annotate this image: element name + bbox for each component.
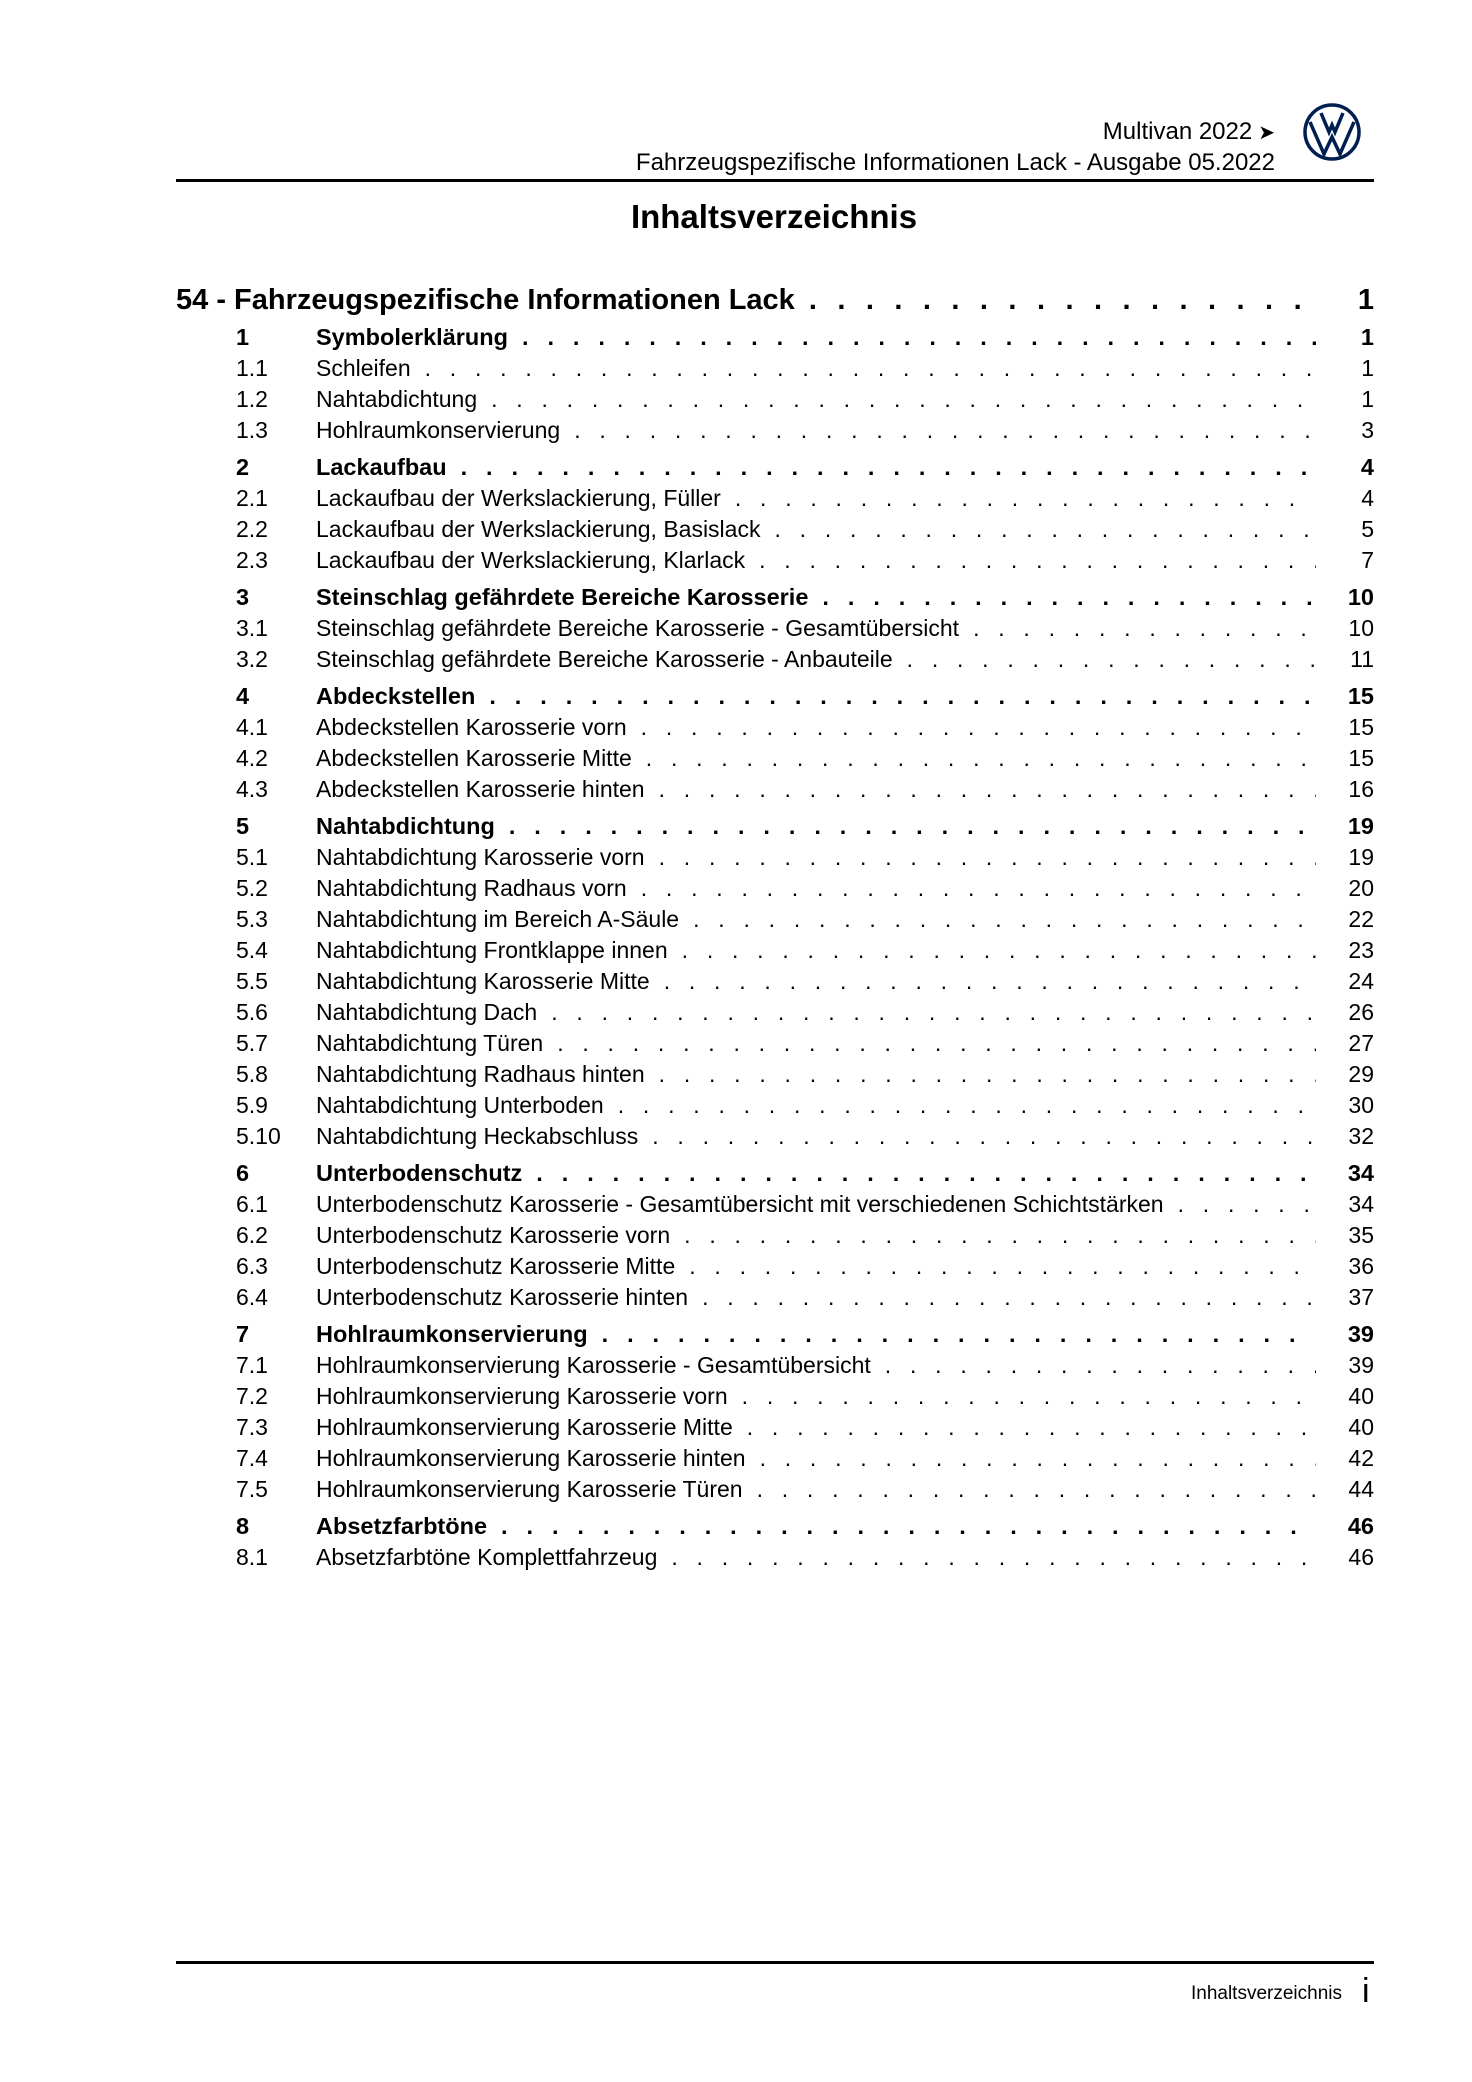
- toc-entry-number: 4.3: [236, 776, 268, 802]
- dot-leader: [574, 415, 1316, 446]
- toc-entry-page: 16: [1348, 776, 1374, 802]
- toc-entry-title: Hohlraumkonservierung: [316, 417, 561, 443]
- toc-entry-page: 39: [1348, 1352, 1374, 1378]
- toc-entry-page: 42: [1348, 1445, 1374, 1471]
- toc-subsection[interactable]: [176, 483, 1374, 514]
- toc-entry-number: 1: [236, 324, 250, 350]
- toc-section[interactable]: [176, 811, 1374, 842]
- toc-entry-number: 7.5: [236, 1476, 268, 1502]
- toc-subsection[interactable]: [176, 1251, 1374, 1282]
- toc-subsection[interactable]: [176, 904, 1374, 935]
- toc-entry-page: 46: [1348, 1544, 1374, 1570]
- toc-entry-title: Steinschlag gefährdete Bereiche Karosserie - Gesamtübersicht: [316, 615, 960, 641]
- toc-entry-title: Unterbodenschutz Karosserie vorn: [316, 1222, 671, 1248]
- dot-leader: [659, 842, 1316, 873]
- dot-leader: [671, 1542, 1316, 1573]
- dot-leader: [809, 280, 1316, 320]
- toc-subsection[interactable]: [176, 353, 1374, 384]
- dot-leader: [551, 997, 1316, 1028]
- toc-entry-number: 5: [236, 813, 250, 839]
- toc-entry-title: Hohlraumkonservierung Karosserie Mitte: [316, 1414, 733, 1440]
- toc-entry-number: 5.2: [236, 875, 268, 901]
- toc-entry-page: 10: [1348, 615, 1374, 641]
- toc-entry-title: Unterbodenschutz: [316, 1160, 523, 1186]
- dot-leader: [522, 322, 1316, 353]
- dot-leader: [659, 1059, 1316, 1090]
- toc-entry-page: 1: [1361, 386, 1374, 412]
- toc-entry-number: 2.2: [236, 516, 268, 542]
- dot-leader: [501, 1511, 1316, 1542]
- toc-section[interactable]: [176, 582, 1374, 613]
- toc-entry-number: 5.5: [236, 968, 268, 994]
- toc-entry-number: 5.7: [236, 1030, 268, 1056]
- toc-entry-title: Nahtabdichtung Radhaus hinten: [316, 1061, 645, 1087]
- toc-entry-number: 7.1: [236, 1352, 268, 1378]
- dot-leader: [760, 1443, 1316, 1474]
- toc-entry-page: 46: [1347, 1513, 1374, 1539]
- toc-entry-number: 6.4: [236, 1284, 268, 1310]
- toc-entry-title: Lackaufbau: [316, 454, 447, 480]
- dot-leader: [774, 514, 1316, 545]
- toc-entry-title: Lackaufbau der Werkslackierung, Klarlack: [316, 547, 746, 573]
- toc-entry-title: Nahtabdichtung Dach: [316, 999, 538, 1025]
- toc-section[interactable]: [176, 1158, 1374, 1189]
- toc-subsection[interactable]: [176, 1090, 1374, 1121]
- toc-subsection[interactable]: [176, 1121, 1374, 1152]
- dot-leader: [641, 712, 1316, 743]
- toc-entry-page: 36: [1348, 1253, 1374, 1279]
- toc-entry-page: 7: [1361, 547, 1374, 573]
- toc-entry-number: 8.1: [236, 1544, 268, 1570]
- toc-entry-page: 23: [1348, 937, 1374, 963]
- footer-page-number: i: [1362, 1972, 1370, 2010]
- vw-logo-icon: [1302, 102, 1362, 162]
- dot-leader: [461, 452, 1316, 483]
- page-title: Inhaltsverzeichnis: [630, 198, 918, 235]
- toc-section[interactable]: [176, 452, 1374, 483]
- toc-entry-title: Symbolerklärung: [316, 324, 508, 350]
- toc-section[interactable]: [176, 1511, 1374, 1542]
- toc-entry-title: Abdeckstellen Karosserie Mitte: [316, 745, 632, 771]
- dot-leader: [659, 774, 1316, 805]
- toc-subsection[interactable]: [176, 966, 1374, 997]
- toc-entry-number: 7.2: [236, 1383, 268, 1409]
- toc-entry-page: 39: [1347, 1321, 1374, 1347]
- toc-entry-title: Nahtabdichtung Unterboden: [316, 1092, 604, 1118]
- toc-entry-page: 44: [1348, 1476, 1374, 1502]
- toc-entry-number: 5.3: [236, 906, 268, 932]
- toc-subsection[interactable]: [176, 774, 1374, 805]
- toc-subsection[interactable]: [176, 1220, 1374, 1251]
- toc-subsection[interactable]: [176, 415, 1374, 446]
- toc-entry-title: Nahtabdichtung im Bereich A-Säule: [316, 906, 680, 932]
- dot-leader: [509, 811, 1316, 842]
- toc-entry-number: 8: [236, 1513, 250, 1539]
- toc-entry-page: 1: [1361, 355, 1374, 381]
- toc-entry-page: 15: [1348, 714, 1374, 740]
- dot-leader: [557, 1028, 1316, 1059]
- dot-leader: [618, 1090, 1316, 1121]
- toc-entry-page: 15: [1348, 745, 1374, 771]
- toc-section[interactable]: [176, 681, 1374, 712]
- toc-section[interactable]: [176, 1319, 1374, 1350]
- toc-entry-title: Abdeckstellen: [316, 683, 476, 709]
- dot-leader: [742, 1381, 1316, 1412]
- toc-entry-title: Nahtabdichtung: [316, 386, 478, 412]
- dot-leader: [602, 1319, 1316, 1350]
- dot-leader: [735, 483, 1316, 514]
- dot-leader: [489, 681, 1316, 712]
- toc-entry-number: 5.1: [236, 844, 268, 870]
- toc-entry-page: 19: [1348, 844, 1374, 870]
- footer-label: Inhaltsverzeichnis: [1190, 1983, 1342, 2004]
- toc-entry-number: 2.1: [236, 485, 268, 511]
- toc-chapter-page: 1: [1357, 284, 1374, 316]
- toc-subsection[interactable]: [176, 1059, 1374, 1090]
- dot-leader: [973, 613, 1316, 644]
- toc-subsection[interactable]: [176, 1443, 1374, 1474]
- dot-leader: [689, 1251, 1316, 1282]
- toc-entry-title: Hohlraumkonservierung Karosserie - Gesamtübersicht: [316, 1352, 871, 1378]
- header-model: [1103, 118, 1275, 146]
- toc-entry-page: 26: [1348, 999, 1374, 1025]
- toc-subsection[interactable]: [176, 743, 1374, 774]
- toc-entry-page: 22: [1348, 906, 1374, 932]
- toc-entry-number: 1.1: [236, 355, 268, 381]
- toc-entry-page: 40: [1348, 1414, 1374, 1440]
- toc-entry-title: Nahtabdichtung Radhaus vorn: [316, 875, 627, 901]
- toc-entry-page: 11: [1350, 646, 1374, 672]
- toc-subsection[interactable]: [176, 1412, 1374, 1443]
- toc-subsection[interactable]: [176, 644, 1374, 675]
- toc-entry-number: 5.10: [236, 1123, 281, 1149]
- toc-entry-page: 40: [1348, 1383, 1374, 1409]
- toc-entry-page: 34: [1347, 1160, 1374, 1186]
- toc-entry-number: 6.2: [236, 1222, 268, 1248]
- toc-entry-title: Hohlraumkonservierung: [316, 1321, 588, 1347]
- toc-entry-number: 6.3: [236, 1253, 268, 1279]
- dot-leader: [652, 1121, 1316, 1152]
- toc-subsection[interactable]: [176, 514, 1374, 545]
- toc-entry-page: 15: [1347, 683, 1374, 709]
- toc-entry-page: 29: [1348, 1061, 1374, 1087]
- dot-leader: [641, 873, 1316, 904]
- footer-divider: [176, 1961, 1374, 1964]
- dot-leader: [536, 1158, 1316, 1189]
- toc-entry-title: Hohlraumkonservierung Karosserie hinten: [316, 1445, 746, 1471]
- toc-subsection[interactable]: [176, 613, 1374, 644]
- toc-entry-title: Unterbodenschutz Karosserie Mitte: [316, 1253, 676, 1279]
- toc-entry-number: 5.8: [236, 1061, 268, 1087]
- toc-entry-number: 2.3: [236, 547, 268, 573]
- dot-leader: [759, 545, 1316, 576]
- arrow-right-icon: ➤: [1258, 122, 1275, 144]
- toc-entry-title: Steinschlag gefährdete Bereiche Karosserie: [316, 584, 809, 610]
- model-text: Multivan 2022: [1102, 118, 1253, 145]
- toc-subsection[interactable]: [176, 1350, 1374, 1381]
- toc-subsection[interactable]: [176, 997, 1374, 1028]
- toc-entry-page: 32: [1348, 1123, 1374, 1149]
- toc-entry-number: 1.3: [236, 417, 268, 443]
- toc-subsection[interactable]: [176, 1542, 1374, 1573]
- toc-entry-title: Hohlraumkonservierung Karosserie Türen: [316, 1476, 743, 1502]
- toc-entry-page: 19: [1347, 813, 1374, 839]
- toc-entry-number: 4.2: [236, 745, 268, 771]
- toc-chapter-title: 54 - Fahrzeugspezifische Informationen Lack: [176, 284, 795, 316]
- toc-subsection[interactable]: [176, 1282, 1374, 1313]
- toc-entry-number: 5.6: [236, 999, 268, 1025]
- toc-entry-title: Nahtabdichtung Heckabschluss: [316, 1123, 639, 1149]
- dot-leader: [664, 966, 1316, 997]
- table-of-contents: [176, 280, 1374, 1573]
- dot-leader: [757, 1474, 1316, 1505]
- toc-entry-number: 2: [236, 454, 250, 480]
- toc-subsection[interactable]: [176, 384, 1374, 415]
- toc-subsection[interactable]: [176, 712, 1374, 743]
- toc-entry-title: Absetzfarbtöne Komplettfahrzeug: [316, 1544, 658, 1570]
- toc-subsection[interactable]: [176, 1474, 1374, 1505]
- dot-leader: [682, 935, 1316, 966]
- dot-leader: [885, 1350, 1316, 1381]
- dot-leader: [747, 1412, 1316, 1443]
- toc-entry-page: 10: [1347, 584, 1374, 610]
- toc-entry-title: Nahtabdichtung Frontklappe innen: [316, 937, 668, 963]
- toc-entry-number: 7: [236, 1321, 250, 1347]
- toc-subsection[interactable]: [176, 1381, 1374, 1412]
- toc-subsection[interactable]: [176, 1189, 1374, 1220]
- toc-entry-title: Abdeckstellen Karosserie hinten: [316, 776, 645, 802]
- dot-leader: [907, 644, 1316, 675]
- toc-entry-page: 35: [1348, 1222, 1374, 1248]
- toc-entry-title: Unterbodenschutz Karosserie - Gesamtübersicht mit verschiedenen Schichtstärken: [316, 1191, 1164, 1217]
- toc-entry-number: 5.9: [236, 1092, 268, 1118]
- toc-entry-number: 6: [236, 1160, 250, 1186]
- toc-subsection[interactable]: [176, 1028, 1374, 1059]
- toc-entry-number: 4: [236, 683, 250, 709]
- toc-entry-number: 5.4: [236, 937, 268, 963]
- toc-entry-page: 5: [1361, 516, 1374, 542]
- dot-leader: [702, 1282, 1316, 1313]
- dot-leader: [693, 904, 1316, 935]
- toc-entry-number: 1.2: [236, 386, 268, 412]
- dot-leader: [425, 353, 1316, 384]
- dot-leader: [491, 384, 1316, 415]
- toc-entry-number: 7.4: [236, 1445, 268, 1471]
- toc-entry-title: Nahtabdichtung Karosserie vorn: [316, 844, 645, 870]
- toc-entry-page: 20: [1348, 875, 1374, 901]
- toc-entry-page: 4: [1361, 485, 1374, 511]
- toc-entry-title: Hohlraumkonservierung Karosserie vorn: [316, 1383, 728, 1409]
- toc-entry-page: 3: [1361, 417, 1374, 443]
- toc-entry-page: 37: [1348, 1284, 1374, 1310]
- toc-section[interactable]: [176, 322, 1374, 353]
- toc-entry-title: Abdeckstellen Karosserie vorn: [316, 714, 627, 740]
- toc-entry-page: 4: [1360, 454, 1374, 480]
- toc-entry-number: 4.1: [236, 714, 268, 740]
- toc-entry-page: 30: [1348, 1092, 1374, 1118]
- dot-leader: [1178, 1189, 1316, 1220]
- toc-subsection[interactable]: [176, 545, 1374, 576]
- dot-leader: [646, 743, 1316, 774]
- toc-entry-title: Steinschlag gefährdete Bereiche Karosserie - Anbauteile: [316, 646, 893, 672]
- header-divider: [176, 179, 1374, 182]
- toc-entry-page: 1: [1360, 324, 1374, 350]
- dot-leader: [684, 1220, 1316, 1251]
- toc-entry-number: 3.2: [236, 646, 268, 672]
- toc-subsection[interactable]: [176, 842, 1374, 873]
- toc-entry-number: 3.1: [236, 615, 268, 641]
- toc-entry-title: Schleifen: [316, 355, 411, 381]
- toc-entry-page: 24: [1348, 968, 1374, 994]
- toc-entry-title: Unterbodenschutz Karosserie hinten: [316, 1284, 689, 1310]
- toc-entry-title: Nahtabdichtung: [316, 813, 495, 839]
- toc-entry-title: Nahtabdichtung Karosserie Mitte: [316, 968, 650, 994]
- toc-entry-title: Lackaufbau der Werkslackierung, Basislack: [316, 516, 761, 542]
- toc-entry-number: 7.3: [236, 1414, 268, 1440]
- toc-entry-number: 3: [236, 584, 250, 610]
- header-subtitle: Fahrzeugspezifische Informationen Lack - Ausgabe 05.2022: [635, 149, 1275, 176]
- toc-subsection[interactable]: [176, 935, 1374, 966]
- toc-subsection[interactable]: [176, 873, 1374, 904]
- dot-leader: [822, 582, 1316, 613]
- toc-entry-title: Nahtabdichtung Türen: [316, 1030, 544, 1056]
- toc-entry-page: 27: [1348, 1030, 1374, 1056]
- toc-entry-number: 6.1: [236, 1191, 268, 1217]
- toc-entry-title: Lackaufbau der Werkslackierung, Füller: [316, 485, 721, 511]
- toc-chapter[interactable]: [176, 280, 1374, 320]
- toc-entry-page: 34: [1348, 1191, 1374, 1217]
- toc-entry-title: Absetzfarbtöne: [316, 1513, 488, 1539]
